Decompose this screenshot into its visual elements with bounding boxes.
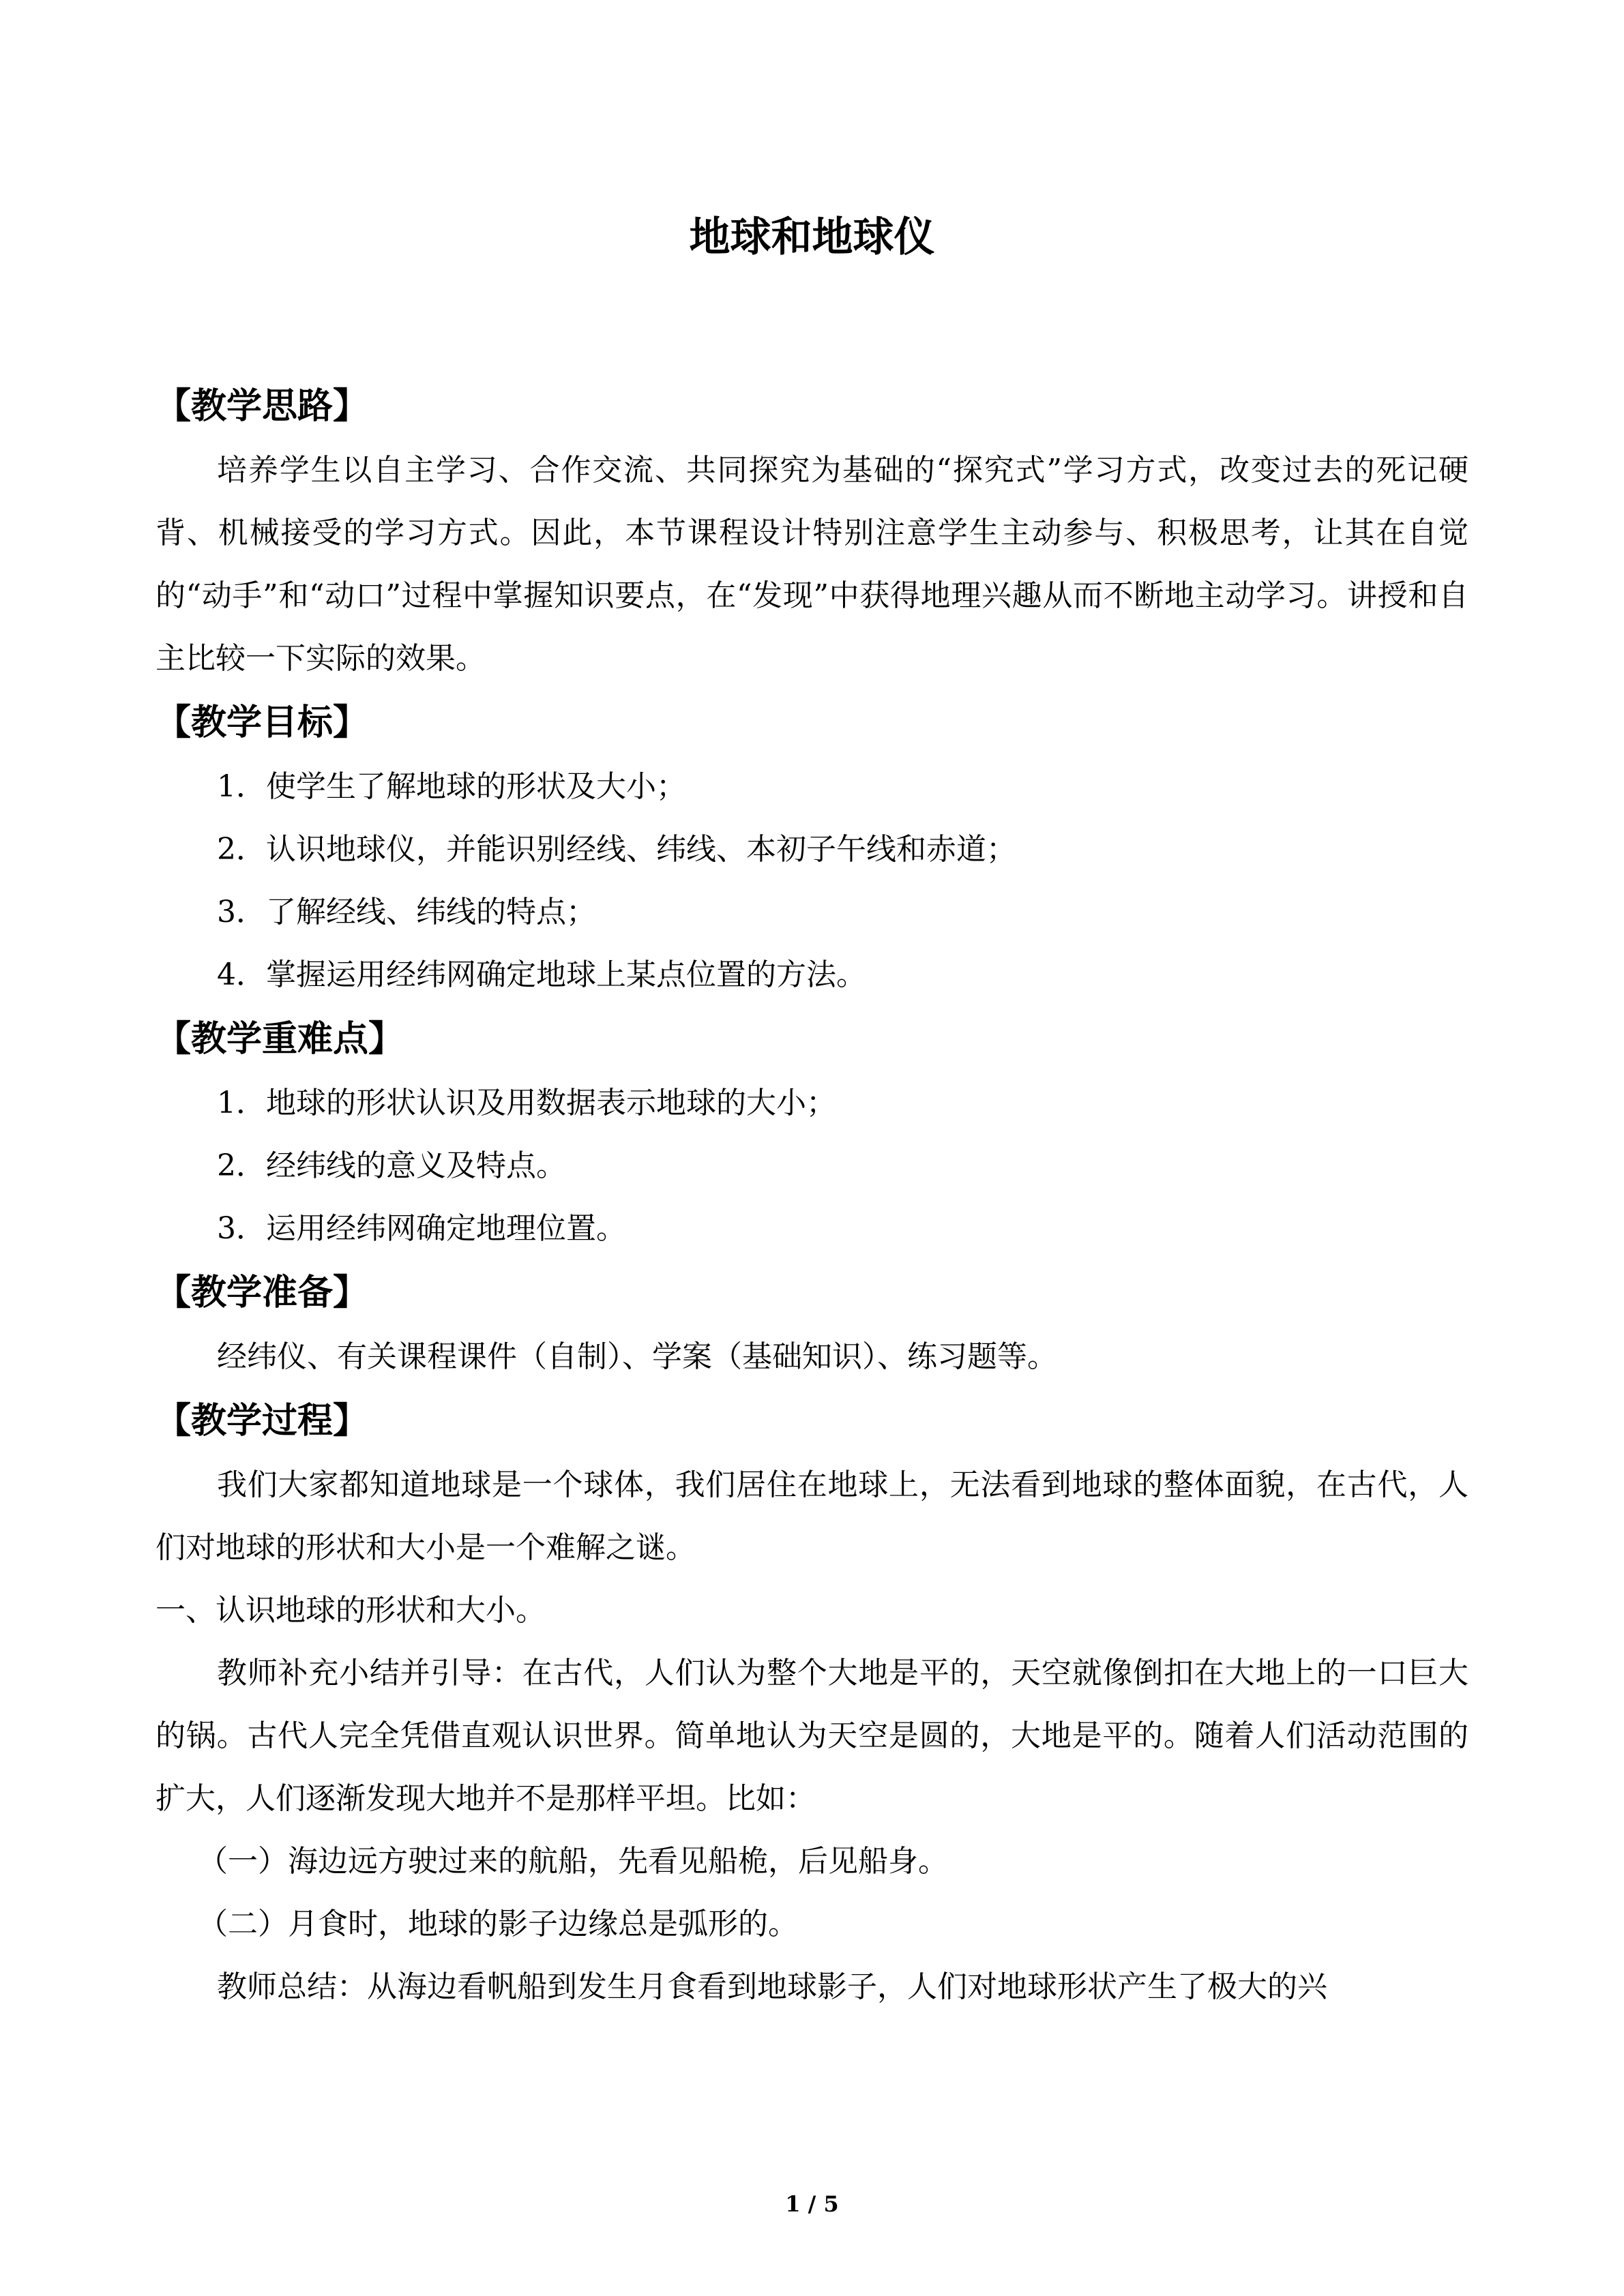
difficulty-item: 1．地球的形状认识及用数据表示地球的大小；: [217, 1086, 836, 1120]
objective-item: 3．了解经线、纬线的特点；: [217, 895, 596, 929]
paragraph-teacher-summary: 教师总结：从海边看帆船到发生月食看到地球影子，人们对地球形状产生了极大的兴: [217, 1969, 1327, 2004]
paragraph-teaching-preparation: 经纬仪、有关课程课件（自制）、学案（基础知识）、练习题等。: [217, 1339, 1057, 1374]
objective-item: 2．认识地球仪，并能识别经线、纬线、本初子午线和赤道；: [217, 832, 1016, 867]
objective-item: 4．掌握运用经纬网确定地球上某点位置的方法。: [217, 957, 866, 992]
difficulty-item: 2．经纬线的意义及特点。: [217, 1148, 566, 1183]
paragraph-teaching-approach: 培养学生以自主学习、合作交流、共同探究为基础的“探究式”学习方式，改变过去的死记硬背、机械接受的学习方式。因此，本节课程设计特别注意学生主动参与、积极思考，让其在自觉的“动手”和“动口”过程中掌握知识要点，在“发现”中获得地理兴趣从而不断地主动学习。讲授和自主比较一下实际的效果。: [156, 453, 1468, 676]
document-title: 地球和地球仪: [689, 213, 935, 261]
heading-teaching-objectives: 【教学目标】: [156, 702, 369, 743]
difficulty-item: 3．运用经纬网确定地理位置。: [217, 1211, 626, 1246]
example-item: （二）月食时，地球的影子边缘总是弧形的。: [198, 1907, 798, 1941]
example-item: （一）海边远方驶过来的航船，先看见船桅，后见船身。: [198, 1844, 948, 1879]
document-body: [156, 374, 1468, 2018]
heading-teaching-preparation: 【教学准备】: [156, 1272, 369, 1313]
heading-teaching-approach: 【教学思路】: [156, 386, 369, 427]
objective-item: 1．使学生了解地球的形状及大小；: [217, 769, 686, 804]
heading-teaching-process: 【教学过程】: [156, 1401, 369, 1442]
heading-key-difficulties: 【教学重难点】: [156, 1019, 404, 1060]
part-one-title: 一、认识地球的形状和大小。: [156, 1593, 546, 1628]
paragraph-teacher-guide: 教师补充小结并引导：在古代，人们认为整个大地是平的，天空就像倒扣在大地上的一口巨大的锅。古代人完全凭借直观认识世界。简单地认为天空是圆的，大地是平的。随着人们活动范围的扩大，人们逐渐发现大地并不是那样平坦。比如：: [156, 1656, 1468, 1816]
page-number: 1 / 5: [785, 2191, 839, 2217]
paragraph-process-intro: 我们大家都知道地球是一个球体，我们居住在地球上，无法看到地球的整体面貌，在古代，人们对地球的形状和大小是一个难解之谜。: [156, 1467, 1468, 1565]
